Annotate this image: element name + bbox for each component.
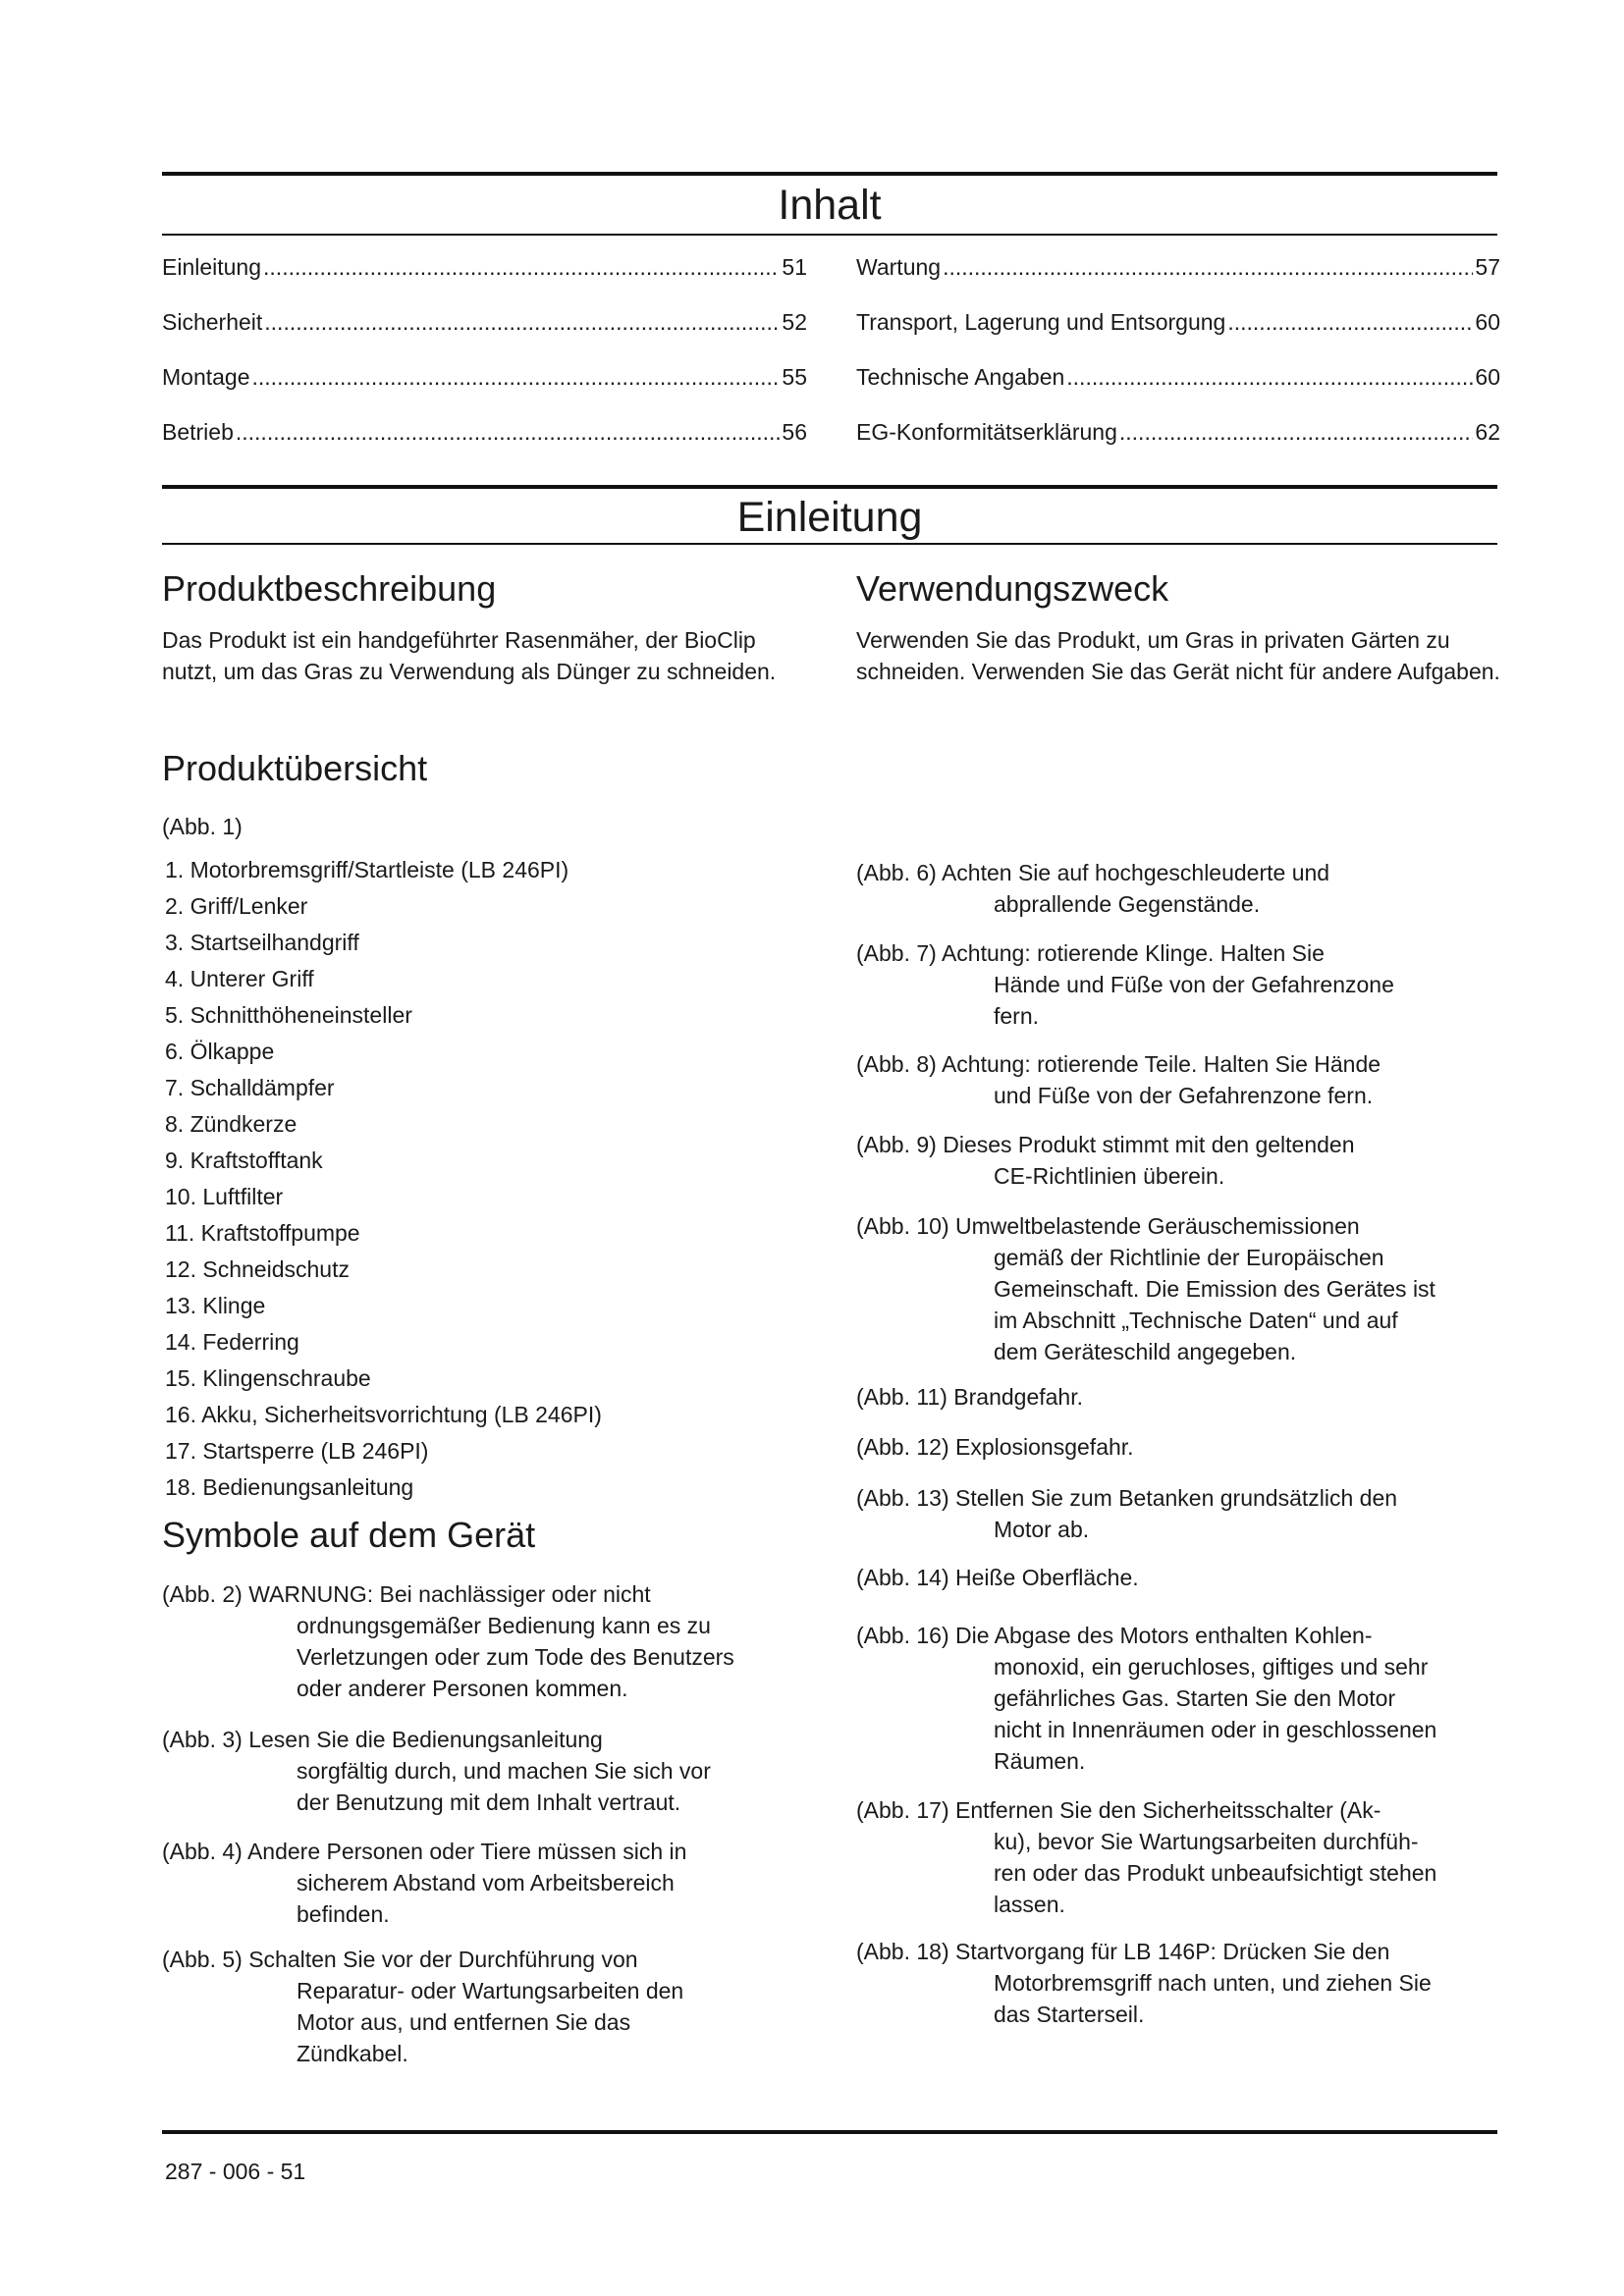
toc-left-column (162, 253, 807, 473)
symbol-item: (Abb. 4) Andere Personen oder Tiere müssen sich in sicherem Abstand vom Arbeitsbereich befinden. (162, 1839, 687, 1927)
list-item: 16. Akku, Sicherheitsvorrichtung (LB 246PI) (165, 1402, 602, 1427)
symbol-ref: (Abb. 13) (856, 1485, 949, 1511)
symbol-item: (Abb. 18) Startvorgang für LB 146P: Drücken Sie den Motorbremsgriff nach unten, und ziehen Sie das Starterseil. (856, 1939, 1432, 2027)
toc-entry[interactable]: Sicherheit ..... 52 (162, 308, 807, 363)
symbol-ref: (Abb. 16) (856, 1623, 949, 1648)
section-title-einleitung: Einleitung (736, 494, 923, 541)
symbol-item: (Abb. 11) Brandgefahr. (856, 1384, 1084, 1410)
symbol-item: (Abb. 9) Dieses Produkt stimmt mit den geltenden CE-Richtlinien überein. (856, 1132, 1355, 1189)
list-item: 17. Startsperre (LB 246PI) (165, 1438, 429, 1464)
list-item: 15. Klingenschraube (165, 1365, 371, 1391)
toc-right-column (856, 253, 1500, 473)
symbol-ref: (Abb. 5) (162, 1947, 243, 1972)
page-number: 287 - 006 - 51 (165, 2159, 306, 2184)
symbol-item: (Abb. 13) Stellen Sie zum Betanken grundsätzlich den Motor ab. (856, 1485, 1398, 1542)
toc-entry[interactable]: Wartung ..... 57 (856, 253, 1500, 308)
component-list (165, 852, 602, 1506)
symbol-item: (Abb. 3) Lesen Sie die Bedienungsanleitung sorgfältig durch, und machen Sie sich vor der Benutzung mit dem Inhalt vertraut. (162, 1727, 711, 1815)
symbol-ref: (Abb. 2) (162, 1581, 243, 1607)
symbol-ref: (Abb. 17) (856, 1797, 949, 1823)
symbol-item: (Abb. 10) Umweltbelastende Geräuschemissionen gemäß der Richtlinie der Europäischen Gemeinschaft. Die Emission des Gerätes ist im Abschnitt „Technische Daten“ und auf dem Geräteschild angegeben. (856, 1213, 1435, 1364)
symbol-item: (Abb. 6) Achten Sie auf hochgeschleuderte und abprallende Gegenstände. (856, 860, 1330, 917)
list-item: 10. Luftfilter (165, 1184, 284, 1209)
list-item: 11. Kraftstoffpumpe (165, 1220, 360, 1246)
symbol-item: (Abb. 17) Entfernen Sie den Sicherheitsschalter (Ak- ku), bevor Sie Wartungsarbeiten durchfüh- ren oder das Produkt unbeaufsichtigt stehen lassen. (856, 1797, 1437, 1917)
symbol-ref: (Abb. 10) (856, 1213, 949, 1239)
symbol-item: (Abb. 12) Explosionsgefahr. (856, 1434, 1134, 1460)
heading-produktbeschreibung: Produktbeschreibung (162, 568, 497, 609)
symbol-item: (Abb. 16) Die Abgase des Motors enthalten Kohlen- monoxid, ein geruchloses, giftiges und sehr gefährliches Gas. Starten Sie den Motor nicht in Innenräumen oder in geschlossenen Räumen. (856, 1623, 1437, 1774)
list-item: 1. Motorbremsgriff/Startleiste (LB 246PI) (165, 857, 569, 882)
symbol-item: (Abb. 14) Heiße Oberfläche. (856, 1565, 1139, 1590)
top-rule (162, 172, 1497, 176)
toc-entry[interactable]: Technische Angaben ..... 60 (856, 363, 1500, 418)
symbol-ref: (Abb. 3) (162, 1727, 243, 1752)
heading-produktuebersicht: Produktübersicht (162, 748, 428, 788)
symbol-ref: (Abb. 9) (856, 1132, 937, 1157)
section-title-rule (162, 543, 1497, 545)
symbol-item: (Abb. 5) Schalten Sie vor der Durchführung von Reparatur- oder Wartungsarbeiten den Motor aus, und entfernen Sie das Zündkabel. (162, 1947, 684, 2066)
symbol-item: (Abb. 2) WARNUNG: Bei nachlässiger oder nicht ordnungsgemäßer Bedienung kann es zu Verletzungen oder zum Tode des Benutzers oder anderer Personen kommen. (162, 1581, 734, 1701)
footer-rule (162, 2130, 1497, 2134)
toc-entry[interactable]: Montage ..... 55 (162, 363, 807, 418)
list-item: 7. Schalldämpfer (165, 1075, 335, 1100)
list-item: 12. Schneidschutz (165, 1256, 350, 1282)
symbol-ref: (Abb. 12) (856, 1434, 949, 1460)
toc-entry[interactable]: Betrieb ..... 56 (162, 418, 807, 473)
toc-entry[interactable]: Einleitung ..... 51 (162, 253, 807, 308)
text-produktbeschreibung: Das Produkt ist ein handgeführter Rasenmäher, der BioClip nutzt, um das Gras zu Verwendung als Dünger zu schneiden. (162, 627, 777, 684)
toc-entry[interactable]: Transport, Lagerung und Entsorgung ..... 60 (856, 308, 1500, 363)
section-rule (162, 485, 1497, 489)
heading-verwendungszweck: Verwendungszweck (856, 568, 1169, 609)
symbol-ref: (Abb. 8) (856, 1051, 937, 1077)
list-item: 18. Bedienungsanleitung (165, 1474, 414, 1500)
symbol-ref: (Abb. 11) (856, 1384, 947, 1410)
toc-title-rule (162, 234, 1497, 236)
symbol-ref: (Abb. 4) (162, 1839, 243, 1864)
symbol-ref: (Abb. 18) (856, 1939, 949, 1964)
symbol-item: (Abb. 7) Achtung: rotierende Klinge. Halten Sie Hände und Füße von der Gefahrenzone fern. (856, 940, 1394, 1029)
symbol-item: (Abb. 8) Achtung: rotierende Teile. Halten Sie Hände und Füße von der Gefahrenzone fern. (856, 1051, 1381, 1108)
list-item: 8. Zündkerze (165, 1111, 298, 1137)
list-item: 3. Startseilhandgriff (165, 930, 359, 955)
list-item: 5. Schnitthöheneinsteller (165, 1002, 412, 1028)
heading-symbole: Symbole auf dem Gerät (162, 1515, 536, 1555)
text-verwendungszweck: Verwenden Sie das Produkt, um Gras in privaten Gärten zu schneiden. Verwenden Sie das Gerät nicht für andere Aufgaben. (856, 627, 1500, 684)
symbol-ref: (Abb. 14) (856, 1565, 949, 1590)
list-item: 9. Kraftstofftank (165, 1148, 323, 1173)
list-item: 6. Ölkappe (165, 1039, 275, 1064)
list-item: 2. Griff/Lenker (165, 893, 308, 919)
figure-ref: (Abb. 1) (162, 814, 243, 839)
symbol-ref: (Abb. 6) (856, 860, 937, 885)
toc-title: Inhalt (778, 182, 882, 229)
symbol-ref: (Abb. 7) (856, 940, 937, 966)
list-item: 13. Klinge (165, 1293, 266, 1318)
toc-entry[interactable]: EG-Konformitätserklärung ..... 62 (856, 418, 1500, 473)
list-item: 14. Federring (165, 1329, 299, 1355)
list-item: 4. Unterer Griff (165, 966, 314, 991)
